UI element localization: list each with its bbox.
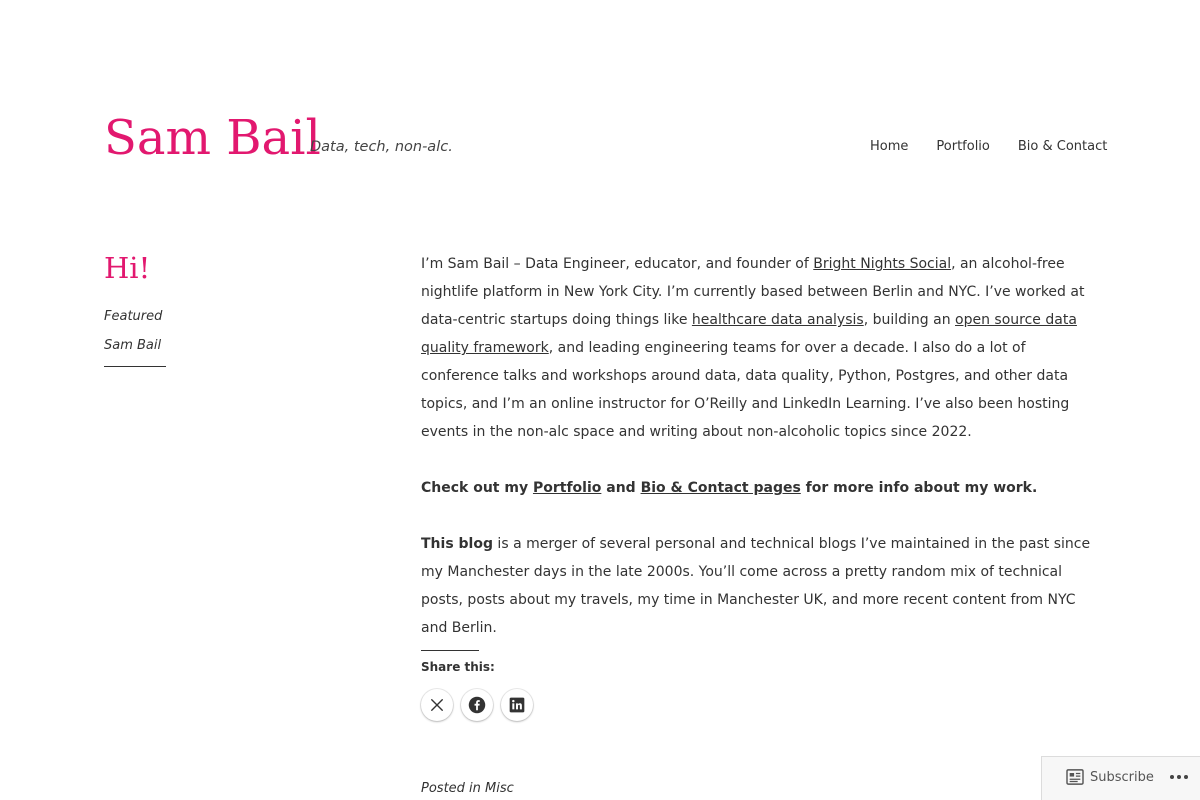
- blog-text: is a merger of several personal and technical blogs I’ve maintained in the past since my Manchester days in the late 2000s. You’ll come across a pretty random mix of technical posts, posts about my travels, my time in Manchester UK, and more recent content from NYC and Berlin.: [421, 536, 1091, 636]
- posted-in-category-misc[interactable]: Misc: [485, 781, 514, 796]
- this-blog-label: This blog: [421, 536, 493, 552]
- intro-text-2: , an alcohol-free nightlife platform in New York City. I’m currently based between Berlin and NYC. I’ve worked at data-centric startups doing things like: [421, 256, 1085, 328]
- more-icon[interactable]: [1164, 765, 1194, 789]
- subscribe-button[interactable]: [1056, 763, 1164, 791]
- post-title: Hi!: [104, 251, 151, 285]
- intro-text-4: , and leading engineering teams for over a decade. I also do a lot of conference talks and workshops around data, data quality, Python, Postgres, and other data topics, and I’m an online instructor for O’Reilly and LinkedIn Learning. I’ve also been hosting events in the non-alc space and writing about non-alcoholic topics since 2022.: [421, 340, 1070, 440]
- meta-divider: [104, 366, 166, 367]
- intro-paragraph: [421, 250, 1101, 446]
- site-title[interactable]: Sam Bail: [104, 110, 321, 166]
- post-content: [421, 250, 1101, 670]
- post-category-featured[interactable]: Featured: [104, 309, 163, 324]
- nav-portfolio[interactable]: Portfolio: [936, 139, 990, 154]
- main-nav: [870, 139, 1107, 154]
- wpcom-action-bar: [1041, 756, 1200, 800]
- linkedin-icon: [509, 697, 525, 713]
- portfolio-paragraph: [421, 474, 1101, 502]
- bio-contact-link[interactable]: Bio & Contact pages: [640, 480, 801, 496]
- share-x-button[interactable]: [421, 689, 453, 721]
- nav-bio-contact[interactable]: Bio & Contact: [1017, 139, 1108, 154]
- reader-icon: [1066, 769, 1084, 785]
- share-title: Share this:: [421, 660, 495, 674]
- bright-nights-social-link[interactable]: Bright Nights Social: [813, 256, 952, 272]
- intro-text-1: I’m Sam Bail – Data Engineer, educator, and founder of: [421, 256, 814, 272]
- share-facebook-button[interactable]: [461, 689, 493, 721]
- healthcare-data-analysis-link[interactable]: healthcare data analysis: [691, 312, 864, 328]
- blog-paragraph: [421, 530, 1101, 642]
- portfolio-text-3: for more info about my work.: [800, 480, 1038, 496]
- site-tagline: Data, tech, non-alc.: [310, 139, 453, 155]
- intro-text-3: , building an: [863, 312, 956, 328]
- portfolio-text-2: and: [601, 480, 641, 496]
- post-meta: [104, 302, 162, 360]
- facebook-icon: [468, 696, 486, 714]
- subscribe-label: Subscribe: [1090, 769, 1154, 785]
- share-divider: [421, 650, 479, 651]
- posted-in: [421, 781, 514, 796]
- posted-in-label: Posted in: [421, 781, 481, 796]
- nav-home[interactable]: Home: [870, 139, 909, 154]
- share-buttons: [421, 689, 533, 721]
- portfolio-text-1: Check out my: [421, 480, 533, 496]
- open-source-framework-link[interactable]: open source data quality framework: [421, 312, 1077, 356]
- x-icon: [430, 698, 444, 712]
- post-author[interactable]: Sam Bail: [104, 338, 162, 353]
- portfolio-link[interactable]: Portfolio: [532, 480, 602, 496]
- share-linkedin-button[interactable]: [501, 689, 533, 721]
